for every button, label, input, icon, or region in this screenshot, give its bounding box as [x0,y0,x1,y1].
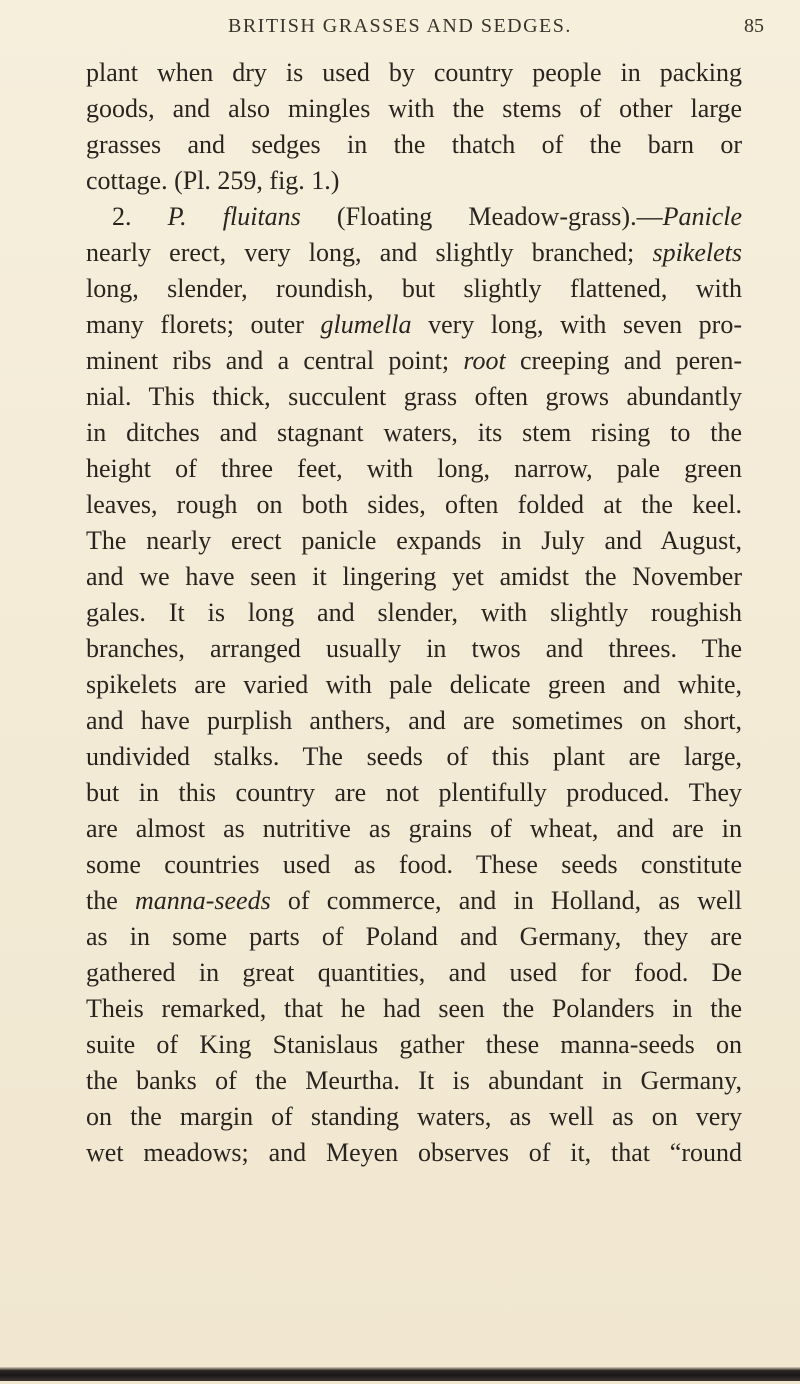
text-run: spikelets are varied with pale delicate green and white, [86,670,742,699]
text-run: cottage. (Pl. 259, fig. 1.) [86,166,340,195]
text-run: goods, and also mingles with the stems of other large [86,94,742,123]
text-run: (Floating Meadow-grass).— [300,202,663,231]
text-line [86,559,742,595]
text-run: are almost as nutritive as grains of wheat, and are in [86,814,742,843]
text-run: many florets; outer [86,310,321,339]
text-line [86,631,742,667]
text-run: grasses and sedges in the thatch of the barn or [86,130,742,159]
text-run: but in this country are not plentifully produced. They [86,778,742,807]
text-line [86,883,742,919]
italic-term: root [463,346,506,375]
text-line [86,91,742,127]
text-run: of commerce, and in Holland, as well [270,886,743,915]
text-line [86,163,742,199]
text-line [112,199,742,235]
text-run: nearly erect, very long, and slightly branched; [86,238,653,267]
text-line [86,343,742,379]
text-line [86,235,742,271]
text-run: nial. This thick, succulent grass often grows abundantly [86,382,742,411]
text-run: branches, arranged usually in twos and threes. The [86,634,742,663]
text-line [86,667,742,703]
text-line [86,523,742,559]
text-line [86,379,742,415]
text-line [86,415,742,451]
text-line [86,271,742,307]
italic-term: P. fluitans [167,202,301,231]
text-run: plant when dry is used by country people in packing [86,58,742,87]
text-line [86,487,742,523]
page-number: 85 [744,15,764,37]
text-run: and we have seen it lingering yet amidst the November [86,562,742,591]
text-line [86,703,742,739]
text-run: in ditches and stagnant waters, its stem rising to the [86,418,742,447]
text-line [86,1063,742,1099]
running-title: BRITISH GRASSES AND SEDGES. [228,15,572,37]
text-run: The nearly erect panicle expands in July and August, [86,526,742,555]
text-run: Theis remarked, that he had seen the Polanders in the [86,994,742,1023]
text-line [86,451,742,487]
text-run: height of three feet, with long, narrow, pale green [86,454,742,483]
text-run: as in some parts of Poland and Germany, they are [86,922,742,951]
text-run: long, slender, roundish, but slightly flattened, with [86,274,742,303]
text-run: wet meadows; and Meyen observes of it, that “round [86,1138,742,1167]
text-line [86,739,742,775]
text-run: gathered in great quantities, and used for food. De [86,958,742,987]
text-line [86,55,742,91]
text-run: undivided stalks. The seeds of this plant are large, [86,742,742,771]
text-run: the [86,886,135,915]
text-line [86,811,742,847]
text-line [86,919,742,955]
italic-term: glumella [320,310,412,339]
text-line [86,127,742,163]
text-line [86,1099,742,1135]
text-run: and have purplish anthers, and are sometimes on short, [86,706,742,735]
text-run: leaves, rough on both sides, often folded at the keel. [86,490,742,519]
running-head [0,9,800,39]
text-line [86,307,742,343]
italic-term: spikelets [652,238,742,267]
text-run: on the margin of standing waters, as well as on very [86,1102,742,1131]
italic-term: manna-seeds [134,886,271,915]
text-run: gales. It is long and slender, with slightly roughish [86,598,742,627]
text-run: suite of King Stanislaus gather these manna-seeds on [86,1030,742,1059]
text-run: the banks of the Meurtha. It is abundant in Germany, [86,1066,742,1095]
text-run: very long, with seven pro- [411,310,742,339]
page-bottom-edge [0,1367,800,1381]
text-line [86,1135,742,1171]
body-text [0,55,800,1325]
text-line [86,847,742,883]
text-line [86,991,742,1027]
text-line [86,1027,742,1063]
text-line [86,775,742,811]
italic-term: Panicle [662,202,743,231]
text-line [86,955,742,991]
text-run: creeping and peren- [505,346,742,375]
text-line [86,595,742,631]
text-run: 2. [112,202,168,231]
text-run: some countries used as food. These seeds constitute [86,850,742,879]
text-run: minent ribs and a central point; [86,346,464,375]
